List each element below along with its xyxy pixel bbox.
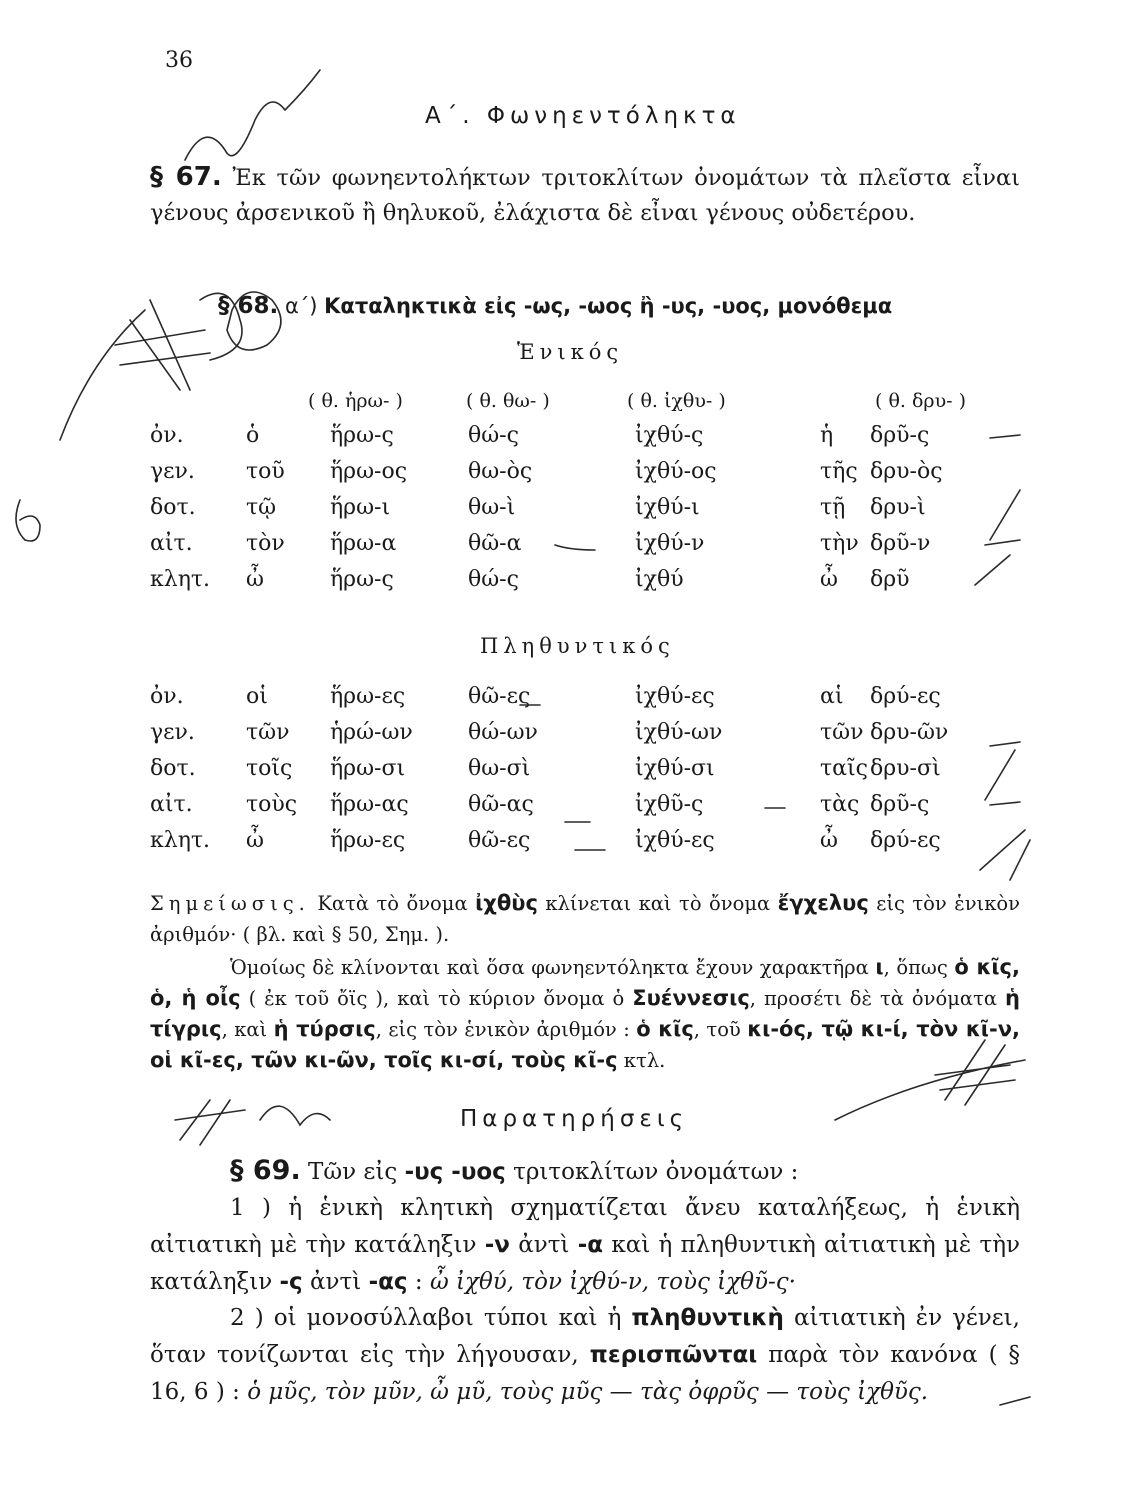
form-heros: ἥρω-ος: [330, 459, 408, 484]
similar-paragraph: [150, 952, 1020, 1076]
section-number-68: § 68.: [218, 293, 279, 319]
paragraph-67-text: Ἐκ τῶν φωνηεντολήκτων τριτοκλίτων ὀνομάτων τὰ πλεῖστα εἶναι γένους ἀρσενικοῦ ἢ θηλυκοῦ, ἐλάχιστα δὲ εἶναι γένους οὐδετέρου.: [150, 165, 1020, 226]
note-bold-word: ἰχθὺς: [475, 891, 538, 915]
article-masculine: τοὺς: [246, 792, 298, 817]
section-number-69: § 69.: [230, 1155, 301, 1186]
form-drys: δρυ-ῶν: [870, 720, 949, 745]
form-thos: θῶ-ας: [468, 792, 534, 817]
article-feminine: ταῖς: [820, 756, 868, 781]
form-thos: θω-ὸς: [468, 459, 533, 484]
similar-text: ( ἐκ τοῦ ὄϊς ), καὶ τὸ κύριον ὄνομα ὁ: [240, 987, 633, 1010]
form-drys: δρύ-ες: [870, 828, 941, 853]
form-heros: ἥρω-ς: [330, 567, 394, 592]
form-ichthys: ἰχθύ-ι: [635, 495, 700, 520]
stem-row: [0, 390, 1139, 418]
form-drys: δρῦ-ς: [870, 423, 930, 448]
item-1-text: ἀντὶ: [509, 1232, 578, 1258]
item-1-bold: -ν: [484, 1232, 510, 1258]
paragraph-67: [150, 160, 1020, 231]
article-masculine: τῷ: [246, 495, 277, 520]
note-bold-word: ἔγχελυς: [777, 891, 869, 915]
article-masculine: οἱ: [246, 684, 268, 709]
form-thos: θῶ-ες: [468, 828, 531, 853]
item-2-text: αἰτιατικὴ ἐν γένει, ὅταν τονίζωνται εἰς τὴν λήγουσαν,: [150, 1305, 1020, 1368]
item-2-bold: περισπῶνται: [589, 1342, 758, 1368]
similar-bold: ὁ κῖς, ὁ, ἡ οἶς: [150, 955, 1020, 1010]
similar-text: Ὁμοίως δὲ κλίνονται καὶ ὅσα φωνηεντόληκτα ἔχουν χαρακτῆρα: [230, 956, 876, 979]
form-drys: δρύ-ες: [870, 684, 941, 709]
similar-bold: ἡ τίγρις: [150, 986, 1020, 1041]
form-thos: θῶ-ες: [468, 684, 531, 709]
form-thos: θῶ-α: [468, 531, 522, 556]
form-thos: θώ-ς: [468, 423, 519, 448]
table-row: [0, 459, 1139, 495]
form-heros: ἡρώ-ων: [330, 720, 413, 745]
case-label: κλητ.: [150, 567, 211, 592]
article-feminine: τῇ: [820, 495, 846, 520]
section-number-67: § 67.: [150, 162, 222, 192]
article-feminine: τῶν: [820, 720, 864, 745]
similar-bold: κι-ός, τῷ κι-ί, τὸν κῖ-ν, οἱ κῖ-ες, τῶν κι-ῶν, τοῖς κι-σί, τοὺς κῖ-ς: [150, 1017, 1020, 1072]
article-masculine: ὦ: [246, 567, 264, 592]
similar-text: κτλ.: [617, 1049, 666, 1072]
table-row: [0, 792, 1139, 828]
case-label: ὀν.: [150, 423, 184, 448]
case-label: ὀν.: [150, 684, 184, 709]
margin-stroke-left: [60, 310, 145, 440]
form-heros: ἥρω-ι: [330, 495, 391, 520]
similar-text: , προσέτι δὲ τὰ ὀνόματα: [749, 987, 1006, 1010]
article-feminine: αἱ: [820, 684, 844, 709]
form-drys: δρυ-ὸς: [870, 459, 943, 484]
note-paragraph: [150, 888, 1020, 950]
similar-text: , ὅπως: [883, 956, 955, 979]
case-label: αἰτ.: [150, 531, 193, 556]
similar-text: , καὶ: [221, 1018, 274, 1041]
paragraph-69-bold: -υς -υος: [404, 1159, 506, 1185]
paragraph-69: [150, 1152, 1020, 1191]
form-heros: ἥρω-ες: [330, 684, 406, 709]
item-1-example: ὦ ἰχθύ, τὸν ἰχθύ-ν, τοὺς ἰχθῦ-ς·: [429, 1269, 796, 1295]
form-drys: δρυ-ὶ: [870, 495, 926, 520]
note-text: Κατὰ τὸ ὄνομα: [309, 892, 476, 915]
form-thos: θω-σὶ: [468, 756, 531, 781]
paragraph-69-text: Τῶν εἰς: [300, 1159, 405, 1185]
stem-dry: ( θ. δρυ- ): [875, 390, 967, 412]
form-drys: δρῦ-ν: [870, 531, 931, 556]
case-label: γεν.: [150, 720, 195, 745]
item-1: [150, 1190, 1020, 1301]
item-1-text: :: [407, 1269, 430, 1295]
form-drys: δρῦ: [870, 567, 910, 592]
section-heading: Α΄. Φωνηεντόληκτα: [425, 103, 741, 129]
form-thos: θώ-ς: [468, 567, 519, 592]
table-row: [0, 756, 1139, 792]
article-masculine: τοῖς: [246, 756, 293, 781]
item-1-text: καὶ ἡ πληθυντικὴ αἰτιατικὴ μὲ τὴν κατάληξιν: [150, 1232, 1020, 1295]
case-label: δοτ.: [150, 756, 196, 781]
article-feminine: ἡ: [820, 423, 834, 448]
case-label: κλητ.: [150, 828, 211, 853]
table-row: [0, 495, 1139, 531]
case-label: γεν.: [150, 459, 195, 484]
form-heros: ἥρω-σι: [330, 756, 406, 781]
stem-tho: ( θ. θω- ): [466, 390, 550, 412]
table-row: [0, 423, 1139, 459]
article-feminine: τῆς: [820, 459, 858, 484]
similar-bold: ι: [875, 955, 884, 979]
item-1-bold: -ας: [368, 1269, 408, 1295]
form-heros: ἥρω-ες: [330, 828, 406, 853]
scribble-70: [175, 1100, 330, 1145]
article-masculine: ὁ: [246, 423, 260, 448]
subsection-title: Καταληκτικὰ εἰς -ως, -ωος ἢ -υς, -υος, μονόθεμα: [324, 294, 893, 318]
table-row: [0, 531, 1139, 567]
singular-label: Ἑνικός: [517, 340, 624, 364]
form-heros: ἥρω-ας: [330, 792, 409, 817]
form-ichthys: ἰχθύ: [635, 567, 684, 592]
article-masculine: ὦ: [246, 828, 264, 853]
article-masculine: τοῦ: [246, 459, 285, 484]
article-feminine: ὦ: [820, 828, 838, 853]
table-row: [0, 828, 1139, 864]
form-heros: ἥρω-α: [330, 531, 397, 556]
table-row: [0, 720, 1139, 756]
article-feminine: ὦ: [820, 567, 838, 592]
subsection-marker: α΄): [278, 294, 325, 318]
form-drys: δρυ-σὶ: [870, 756, 941, 781]
item-1-bold: -ς: [279, 1269, 303, 1295]
article-masculine: τὸν: [246, 531, 285, 556]
similar-text: , τοῦ: [693, 1018, 748, 1041]
page-number: 36: [165, 48, 193, 73]
form-drys: δρῦ-ς: [870, 792, 930, 817]
form-ichthys: ἰχθύ-ες: [635, 828, 715, 853]
item-2: [150, 1300, 1020, 1411]
table-row: [0, 567, 1139, 603]
item-2-bold: πληθυντικὴ: [631, 1305, 784, 1331]
item-1-text: ἀντὶ: [302, 1269, 369, 1295]
item-2-text: παρὰ τὸν κανόνα ( § 16, 6 ) :: [150, 1342, 1020, 1405]
form-ichthys: ἰχθύ-ς: [635, 423, 704, 448]
paragraph-68-heading: [218, 293, 892, 319]
similar-bold: Συέννεσις: [632, 986, 750, 1010]
item-1-bold: -α: [577, 1232, 604, 1258]
form-heros: ἥρω-ς: [330, 423, 394, 448]
item-2-text: 2 ) οἱ μονοσύλλαβοι τύποι καὶ ἡ: [230, 1305, 632, 1331]
article-masculine: τῶν: [246, 720, 290, 745]
table-row: [0, 684, 1139, 720]
pencil-scribble-top: [185, 70, 320, 160]
form-ichthys: ἰχθύ-ων: [635, 720, 723, 745]
form-ichthys: ἰχθύ-ες: [635, 684, 715, 709]
similar-text: , εἰς τὸν ἑνικὸν ἀριθμόν :: [375, 1018, 637, 1041]
item-2-example: ὁ μῦς, τὸν μῦν, ὦ μῦ, τοὺς μῦς — τὰς ὀφρῦς — τοὺς ἰχθῦς.: [247, 1379, 929, 1405]
form-ichthys: ἰχθύ-ος: [635, 459, 717, 484]
form-ichthys: ἰχθῦ-ς: [635, 792, 704, 817]
stem-hero: ( θ. ἡρω- ): [308, 390, 403, 412]
note-label: Σημείωσις.: [150, 892, 310, 915]
observations-title: Παρατηρήσεις: [460, 1106, 689, 1132]
item-1-text: 1 ) ἡ ἑνικὴ κλητικὴ σχηματίζεται ἄνευ καταλήξεως, ἡ ἑνικὴ αἰτιατικὴ μὲ τὴν κατάληξιν: [150, 1195, 1020, 1258]
form-ichthys: ἰχθύ-ν: [635, 531, 705, 556]
article-feminine: τὰς: [820, 792, 860, 817]
article-feminine: τὴν: [820, 531, 859, 556]
form-thos: θω-ὶ: [468, 495, 516, 520]
form-ichthys: ἰχθύ-σι: [635, 756, 715, 781]
plural-label: Πληθυντικός: [480, 634, 675, 658]
case-label: δοτ.: [150, 495, 196, 520]
paragraph-69-text: τριτοκλίτων ὀνομάτων :: [505, 1159, 799, 1185]
similar-bold: ἡ τύρσις: [273, 1017, 376, 1041]
stem-ichthy: ( θ. ἰχθυ- ): [627, 390, 726, 412]
similar-bold: ὁ κῖς: [636, 1017, 694, 1041]
note-text: εἰς τὸν ἑνικὸν ἀριθμόν· ( βλ. καὶ § 50, Σημ. ).: [150, 892, 1020, 946]
case-label: αἰτ.: [150, 792, 193, 817]
note-text: κλίνεται καὶ τὸ ὄνομα: [537, 892, 778, 915]
form-thos: θώ-ων: [468, 720, 538, 745]
